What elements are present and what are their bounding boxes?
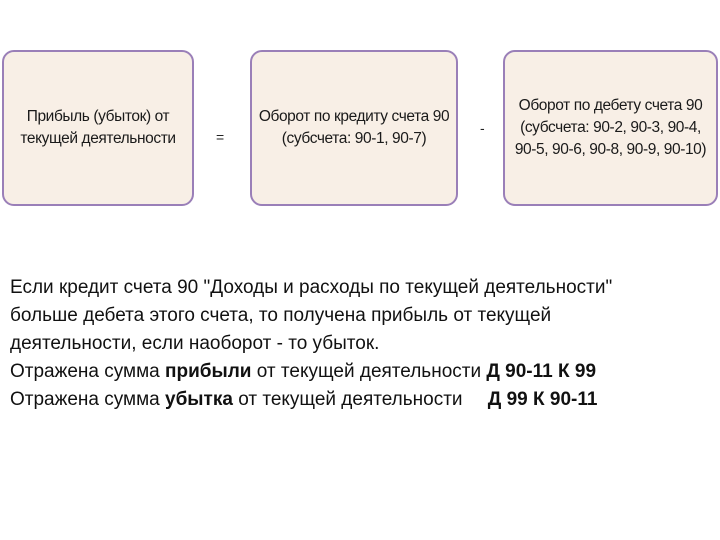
loss-entry-suffix: от текущей деятельности <box>232 389 468 410</box>
debit-turnover-line-2: (субсчета: 90-2, 90-3, 90-4, <box>520 119 701 136</box>
explanation-line-3: деятельности, если наоборот - то убыток. <box>10 333 380 354</box>
debit-turnover-box <box>503 50 718 206</box>
loss-entry-line <box>10 386 710 414</box>
debit-turnover-line-3: 90-5, 90-6, 90-8, 90-9, 90-10) <box>514 141 707 158</box>
loss-entry-prefix: Отражена сумма <box>10 389 165 410</box>
equals-sign: = <box>216 129 225 145</box>
loss-posting: Д 99 К 90-11 <box>487 389 598 410</box>
explanation-line-2: больше дебета этого счета, то получена прибыль от текущей <box>10 305 552 326</box>
loss-word: убытка <box>165 389 233 410</box>
profit-entry-suffix: от текущей деятельности <box>251 361 487 382</box>
profit-word: прибыли <box>165 361 252 382</box>
profit-posting: Д 90-11 К 99 <box>486 361 597 382</box>
explanation-text <box>10 274 710 414</box>
credit-turnover-box <box>250 50 458 206</box>
credit-turnover-line-2: (субсчета: 90-1, 90-7) <box>281 130 427 147</box>
profit-loss-line-1: Прибыль (убыток) от <box>26 108 170 125</box>
credit-turnover-line-1: Оборот по кредиту счета 90 <box>258 108 450 125</box>
debit-turnover-line-1: Оборот по дебету счета 90 <box>518 97 703 114</box>
profit-entry-prefix: Отражена сумма <box>10 361 165 382</box>
profit-entry-line <box>10 358 710 386</box>
minus-sign: - <box>480 120 485 136</box>
profit-loss-box <box>2 50 194 206</box>
profit-loss-line-2: текущей деятельности <box>20 130 176 147</box>
explanation-line-1: Если кредит счета 90 "Доходы и расходы по текущей деятельности" <box>10 277 613 298</box>
